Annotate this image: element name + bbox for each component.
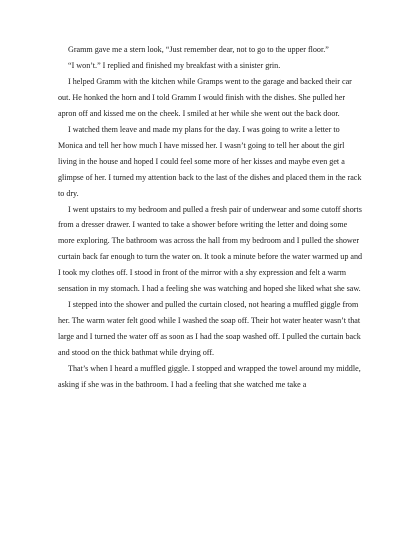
paragraph-1: Gramm gave me a stern look, “Just remember dear, not to go to the upper floor.”	[68, 45, 329, 54]
paragraph-5: I went upstairs to my bedroom and pulled a fresh pair of underwear and some cutoff shorts from a dresser drawer. I wanted to take a shower before writing the letter and doing some more exploring. The bathroom was across the hall from my bedroom and I pulled the shower curtain back far enough to turn the water on. It took a minute before the water warmed up and I took my clothes off. I stood in front of the mirror with a shy expression and felt a warm sensation in my stomach. I had a feeling she was watching and hoped she liked what she saw.	[58, 204, 363, 294]
paragraph-7: That’s when I heard a muffled giggle. I stopped and wrapped the towel around my middle, asking if she was in the bathroom. I had a feeling that she watched me take a	[58, 364, 361, 390]
document-page	[58, 42, 364, 393]
paragraph-3: I helped Gramm with the kitchen while Gramps went to the garage and backed their car out. He honked the horn and I told Gramm I would finish with the dishes. She pulled her apron off and kissed me on the cheek. I smiled at her while she went out the back door.	[58, 76, 352, 118]
paragraph-2: “I won’t.” I replied and finished my breakfast with a sinister grin.	[68, 60, 281, 70]
paragraph-4: I watched them leave and made my plans for the day. I was going to write a letter to Monica and tell her how much I have missed her. I wasn’t going to tell her about the girl living in the house and hoped I could feel some more of her kisses and maybe even get a glimpse of her. I turned my attention back to the last of the dishes and placed them in the rack to dry.	[58, 124, 362, 198]
paragraph-6: I stepped into the shower and pulled the curtain closed, not hearing a muffled giggle from her. The warm water felt good while I washed the soap off. Their hot water heater wasn’t that large and I turned the water off as soon as I had the soap washed off. I pulled the curtain back and stood on the thick bathmat while drying off.	[58, 300, 361, 358]
